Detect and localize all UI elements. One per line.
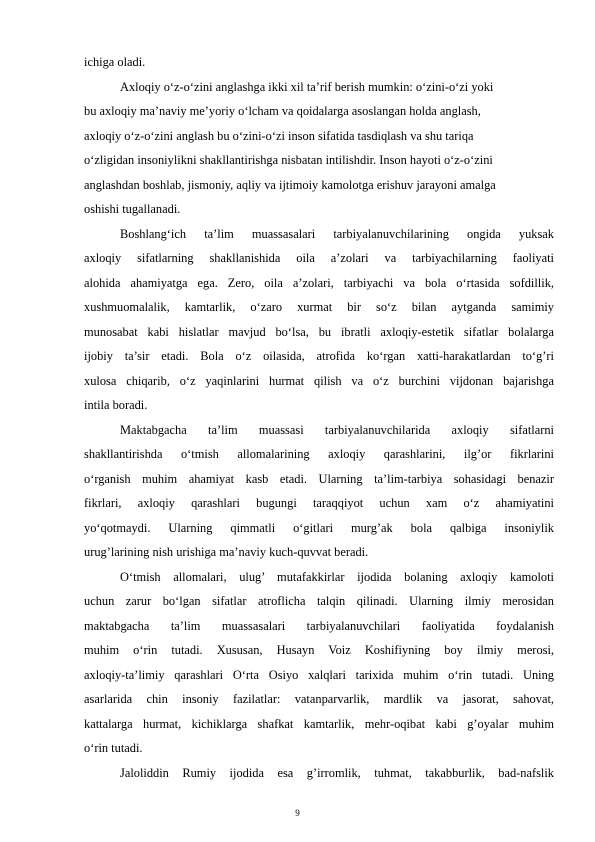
text-line: oshishi tugallanadi. bbox=[84, 202, 181, 216]
text-line: Boshlang‘ich ta’lim muassasalari tarbiyalanuvchilarining ongida yuksak bbox=[120, 226, 554, 241]
text-line: yo‘qotmaydi. Ularning qimmatli o‘gitlari murg’ak bola qalbiga insoniylik bbox=[84, 520, 554, 535]
text-line: axloqiy o‘z-o‘zini anglash bu o‘zini-o‘zi inson sifatida tasdiqlash va shu tariqa bbox=[84, 128, 474, 143]
text-line: asarlarida chin insoniy fazilatlar: vatanparvarlik, mardlik va jasorat, sahovat, bbox=[84, 692, 554, 706]
text-line: munosabat kabi hislatlar mavjud bo‘lsa, bu ibratli axloqiy-estetik sifatlar bolalarga bbox=[84, 324, 554, 339]
page-number: 9 bbox=[295, 808, 300, 818]
text-line: maktabgacha ta’lim muassasalari tarbiyalanuvchilari faoliyatida foydalanish bbox=[84, 618, 554, 633]
text-line: xulosa chiqarib, o‘z yaqinlarini hurmat qilish va o‘z burchini vijdonan bajarishga bbox=[84, 373, 554, 388]
text-line: o‘zligidan insoniylikni shakllantirishga nisbatan intilishdir. Inson hayoti o‘z-o‘zini bbox=[84, 153, 493, 167]
text-line: ijobiy ta’sir etadi. Bola o‘z oilasida, atrofida ko‘rgan xatti-harakatlardan to‘g’ri bbox=[84, 349, 554, 363]
text-line: axloqiy sifatlarning shakllanishida oila a’zolari va tarbiyachilarning faoliyati bbox=[84, 251, 554, 265]
text-line: uchun zarur bo‘lgan sifatlar atroflicha talqin qilinadi. Ularning ilmiy merosidan bbox=[84, 594, 554, 608]
text-line: muhim o‘rin tutadi. Xususan, Husayn Voiz Koshifiyning boy ilmiy merosi, bbox=[84, 643, 554, 657]
text-line: ichiga oladi. bbox=[84, 55, 146, 69]
text-line: o‘rganish muhim ahamiyat kasb etadi. Ularning ta’lim-tarbiya sohasidagi benazir bbox=[84, 471, 554, 486]
text-line: O‘tmish allomalari, ulug’ mutafakkirlar ijodida bolaning axloqiy kamoloti bbox=[120, 569, 554, 584]
document-body bbox=[84, 50, 554, 785]
text-line: shakllantirishda o‘tmish allomalarining axloqiy qarashlarini, ilg’or fikrlarini bbox=[84, 447, 554, 461]
text-line: axloqiy-ta’limiy qarashlari O‘rta Osiyo xalqlari tarixida muhim o‘rin tutadi. Uning bbox=[84, 667, 554, 682]
text-line: bu axloqiy ma’naviy me’yoriy o‘lcham va qoidalarga asoslangan holda anglash, bbox=[84, 104, 481, 118]
text-line: Jaloliddin Rumiy ijodida esa g’irromlik, tuhmat, takabburlik, bad-nafslik bbox=[120, 765, 554, 780]
text-line: Axloqiy o‘z-o‘zini anglashga ikki xil ta’rif berish mumkin: o‘zini-o‘zi yoki bbox=[120, 79, 494, 94]
text-line: o‘rin tutadi. bbox=[84, 741, 143, 755]
text-line: Maktabgacha ta’lim muassasi tarbiyalanuvchilarida axloqiy sifatlarni bbox=[120, 422, 554, 437]
text-line: urug’larining nish urishiga ma’naviy kuch-quvvat beradi. bbox=[84, 545, 369, 559]
text-line: fikrlari, axloqiy qarashlari bugungi taraqqiyot uchun xam o‘z ahamiyatini bbox=[84, 496, 554, 510]
text-line: kattalarga hurmat, kichiklarga shafkat kamtarlik, mehr-oqibat kabi g’oyalar muhim bbox=[84, 716, 554, 731]
text-line: xushmuomalalik, kamtarlik, o‘zaro xurmat bir so‘z bilan aytganda samimiy bbox=[84, 300, 554, 314]
text-line: anglashdan boshlab, jismoniy, aqliy va ijtimoiy kamolotga erishuv jarayoni amalga bbox=[84, 177, 496, 192]
text-line: alohida ahamiyatga ega. Zero, oila a’zolari, tarbiyachi va bola o‘rtasida sofdillik, bbox=[84, 275, 554, 290]
text-line: intila boradi. bbox=[84, 398, 148, 412]
